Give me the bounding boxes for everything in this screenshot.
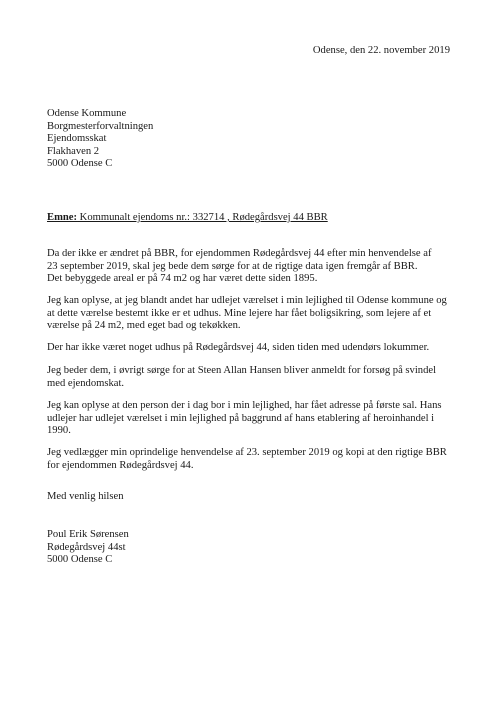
closing-salutation: Med venlig hilsen — [47, 491, 124, 502]
recipient-line: Ejendomsskat — [47, 133, 107, 145]
paragraph-line: 1990. — [47, 425, 71, 437]
sender-line: Rødegårdsvej 44st — [47, 541, 126, 553]
paragraph-line: Der har ikke været noget udhus på Rødegårdsvej 44, siden tiden med udendørs lokummer. — [47, 342, 430, 353]
paragraph — [47, 342, 457, 355]
paragraph-line: med ejendomskat. — [47, 377, 125, 389]
paragraph-line: Jeg beder dem, i øvrigt sørge for at Steen Allan Hansen bliver anmeldt for forsøg på svindel — [47, 365, 437, 376]
sender-address — [47, 529, 457, 567]
subject-line — [47, 212, 457, 225]
recipient-line: Flakhaven 2 — [47, 145, 100, 157]
recipient-line: Odense Kommune — [47, 108, 127, 119]
sender-line: 5000 Odense C — [47, 554, 113, 566]
paragraph — [47, 365, 457, 390]
paragraph-line: at dette værelse bestemt ikke er et udhus. Mine lejere har fået boligsikring, som lejere af et — [47, 307, 432, 319]
recipient-address — [47, 108, 457, 171]
paragraph-line: Jeg kan oplyse, at jeg blandt andet har udlejet værelset i min lejlighed til Odense kommune og — [47, 295, 447, 306]
paragraph-line: 23 september 2019, skal jeg bede dem sørge for at de rigtige data igen fremgår af BBR. — [47, 260, 418, 272]
paragraph-line: værelse på 24 m2, med eget bad og tekøkken. — [47, 320, 241, 332]
paragraph-line: Det bebyggede areal er på 74 m2 og har været dette siden 1895. — [47, 273, 318, 285]
paragraph — [47, 447, 457, 472]
paragraph-line: udlejer har udlejet værelset i min lejlighed på baggrund af hans etablering af heroinhandel i — [47, 412, 435, 424]
paragraph-line: Da der ikke er ændret på BBR, for ejendommen Rødegårdsvej 44 efter min henvendelse af — [47, 248, 432, 259]
paragraph-line: Jeg vedlægger min oprindelige henvendelse af 23. september 2019 og kopi at den rigtige BBR — [47, 447, 447, 458]
sender-line: Poul Erik Sørensen — [47, 529, 129, 540]
paragraph-line: Jeg kan oplyse at den person der i dag bor i min lejlighed, har fået adresse på første sal. Hans — [47, 400, 442, 411]
paragraph — [47, 400, 457, 438]
paragraph — [47, 295, 457, 333]
paragraph-line: for ejendommen Rødegårdsvej 44. — [47, 459, 194, 471]
recipient-line: 5000 Odense C — [47, 158, 113, 170]
subject-label: Emne: — [47, 212, 78, 223]
date-line: Odense, den 22. november 2019 — [312, 45, 450, 56]
paragraph — [47, 248, 457, 286]
subject-text: Kommunalt ejendoms nr.: 332714 , Rødegårdsvej 44 BBR — [77, 212, 328, 223]
recipient-line: Borgmesterforvaltningen — [47, 120, 154, 132]
